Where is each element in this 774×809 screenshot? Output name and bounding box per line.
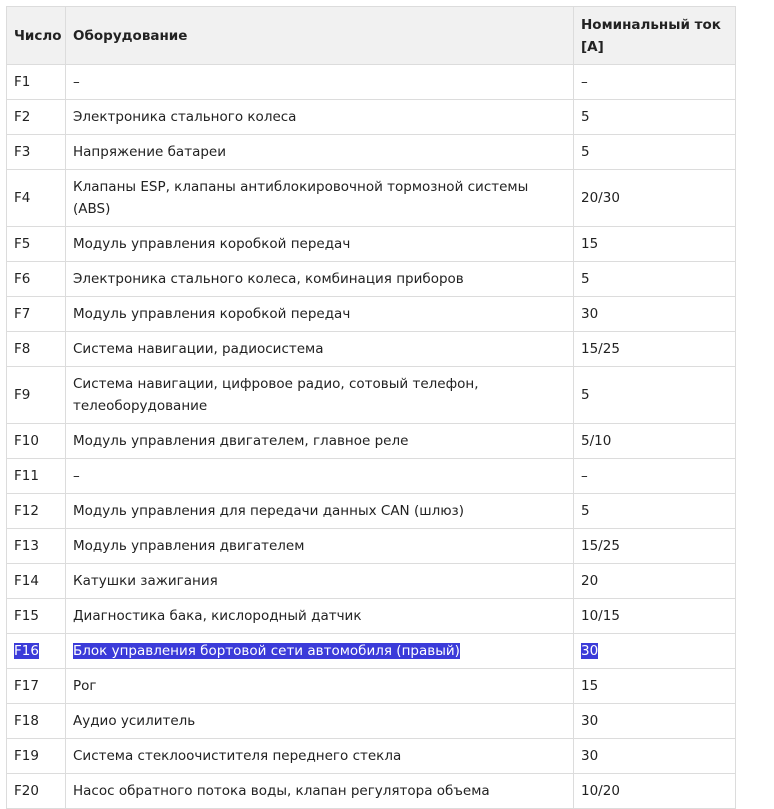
cell-number-text: F20 [14,783,39,799]
cell-current-text: 15/25 [581,538,620,554]
table-row [7,332,736,367]
cell-equipment-text: Аудио усилитель [73,713,196,729]
cell-equipment-text: Модуль управления коробкой передач [73,306,351,322]
cell-current [574,367,736,424]
cell-current-text: 10/20 [581,783,620,799]
cell-equipment [66,65,574,100]
table-row [7,669,736,704]
cell-number-text: F5 [14,236,31,252]
cell-number-text: F17 [14,678,39,694]
cell-equipment [66,774,574,809]
header-number: Число [7,7,66,65]
cell-equipment-text: Система навигации, радиосистема [73,341,324,357]
cell-equipment [66,332,574,367]
cell-current-text: 30 [581,306,599,322]
cell-current-text: 30 [581,748,599,764]
cell-number-text: F1 [14,74,31,90]
cell-number-text: F7 [14,306,31,322]
table-row [7,100,736,135]
table-header [7,7,736,65]
cell-equipment-text: Модуль управления для передачи данных CAN (шлюз) [73,503,465,519]
table-row [7,599,736,634]
cell-number-text: F2 [14,109,31,125]
cell-current [574,297,736,332]
cell-equipment-text: Электроника стального колеса, комбинация приборов [73,271,464,287]
cell-current [574,262,736,297]
cell-current [574,529,736,564]
header-row [7,7,736,65]
cell-equipment [66,135,574,170]
cell-current-text: 5 [581,271,590,287]
cell-equipment-text: Система стеклоочистителя переднего стекла [73,748,402,764]
cell-equipment-text: – [73,74,80,90]
table-row [7,634,736,669]
cell-current-text: 5/10 [581,433,612,449]
cell-number [7,332,66,367]
cell-number [7,599,66,634]
cell-current [574,599,736,634]
cell-equipment [66,494,574,529]
cell-current [574,65,736,100]
cell-equipment [66,100,574,135]
table-row [7,424,736,459]
cell-current-text: 5 [581,144,590,160]
cell-number-text: F18 [14,713,39,729]
cell-equipment [66,704,574,739]
table-body [7,65,736,809]
cell-number [7,424,66,459]
cell-current-text: 10/15 [581,608,620,624]
cell-current-text: – [581,468,588,484]
table-row [7,494,736,529]
fuse-table [6,6,736,809]
cell-current [574,564,736,599]
cell-current-text: – [581,74,588,90]
cell-equipment [66,262,574,297]
cell-equipment-text: Модуль управления двигателем [73,538,305,554]
cell-number [7,262,66,297]
cell-number-text: F12 [14,503,39,519]
table-row [7,529,736,564]
cell-current [574,739,736,774]
cell-current [574,135,736,170]
cell-current [574,704,736,739]
cell-equipment-text: Электроника стального колеса [73,109,297,125]
table-row [7,459,736,494]
cell-current [574,424,736,459]
header-current: Номинальный ток [А] [574,7,736,65]
table-row [7,774,736,809]
cell-equipment [66,739,574,774]
cell-number [7,65,66,100]
cell-number [7,774,66,809]
cell-number [7,135,66,170]
cell-current-text: 15/25 [581,341,620,357]
cell-equipment [66,227,574,262]
cell-number-text: F11 [14,468,39,484]
cell-current-text: 30 [581,643,599,659]
table-row [7,704,736,739]
cell-current [574,332,736,367]
cell-equipment-text: Система навигации, цифровое радио, сотовый телефон, телеоборудование [73,376,479,414]
cell-number-text: F14 [14,573,39,589]
cell-equipment [66,529,574,564]
cell-number [7,669,66,704]
cell-number-text: F6 [14,271,31,287]
cell-number-text: F10 [14,433,39,449]
table-row [7,297,736,332]
table-row [7,170,736,227]
cell-number [7,564,66,599]
cell-current-text: 15 [581,678,599,694]
cell-number [7,459,66,494]
cell-current-text: 5 [581,503,590,519]
cell-equipment [66,459,574,494]
cell-number [7,634,66,669]
cell-current [574,669,736,704]
cell-equipment-text: Модуль управления двигателем, главное реле [73,433,409,449]
cell-number-text: F4 [14,190,31,206]
table-row [7,227,736,262]
cell-current [574,170,736,227]
cell-equipment-text: Насос обратного потока воды, клапан регулятора объема [73,783,490,799]
cell-equipment-text: Рог [73,678,97,694]
cell-current-text: 15 [581,236,599,252]
cell-current [574,774,736,809]
table-row [7,135,736,170]
cell-number [7,100,66,135]
table-row [7,564,736,599]
cell-current-text: 20/30 [581,190,620,206]
cell-equipment [66,599,574,634]
cell-equipment-text: Напряжение батареи [73,144,226,160]
cell-equipment [66,424,574,459]
cell-number [7,704,66,739]
cell-equipment [66,669,574,704]
cell-number-text: F16 [14,643,39,659]
cell-number-text: F9 [14,387,31,403]
cell-number-text: F19 [14,748,39,764]
cell-equipment [66,634,574,669]
cell-number-text: F13 [14,538,39,554]
header-equipment: Оборудование [66,7,574,65]
cell-current-text: 5 [581,387,590,403]
cell-number [7,227,66,262]
cell-equipment-text: Блок управления бортовой сети автомобиля (правый) [73,643,460,659]
fuse-table-container [6,6,735,809]
cell-number [7,170,66,227]
cell-equipment-text: Модуль управления коробкой передач [73,236,351,252]
table-row [7,367,736,424]
cell-number [7,297,66,332]
table-row [7,262,736,297]
cell-equipment-text: Клапаны ESP, клапаны антиблокировочной тормозной системы (ABS) [73,179,529,217]
cell-number [7,739,66,774]
cell-current [574,100,736,135]
cell-equipment [66,564,574,599]
cell-current-text: 30 [581,713,599,729]
cell-equipment [66,367,574,424]
cell-current [574,634,736,669]
cell-current [574,459,736,494]
cell-current-text: 20 [581,573,599,589]
cell-equipment-text: – [73,468,80,484]
cell-number [7,529,66,564]
table-row [7,65,736,100]
cell-equipment [66,170,574,227]
table-row [7,739,736,774]
cell-number [7,367,66,424]
cell-number-text: F15 [14,608,39,624]
cell-equipment [66,297,574,332]
cell-number-text: F8 [14,341,31,357]
cell-current [574,494,736,529]
cell-number-text: F3 [14,144,31,160]
cell-current-text: 5 [581,109,590,125]
cell-equipment-text: Катушки зажигания [73,573,218,589]
cell-number [7,494,66,529]
cell-equipment-text: Диагностика бака, кислородный датчик [73,608,362,624]
cell-current [574,227,736,262]
